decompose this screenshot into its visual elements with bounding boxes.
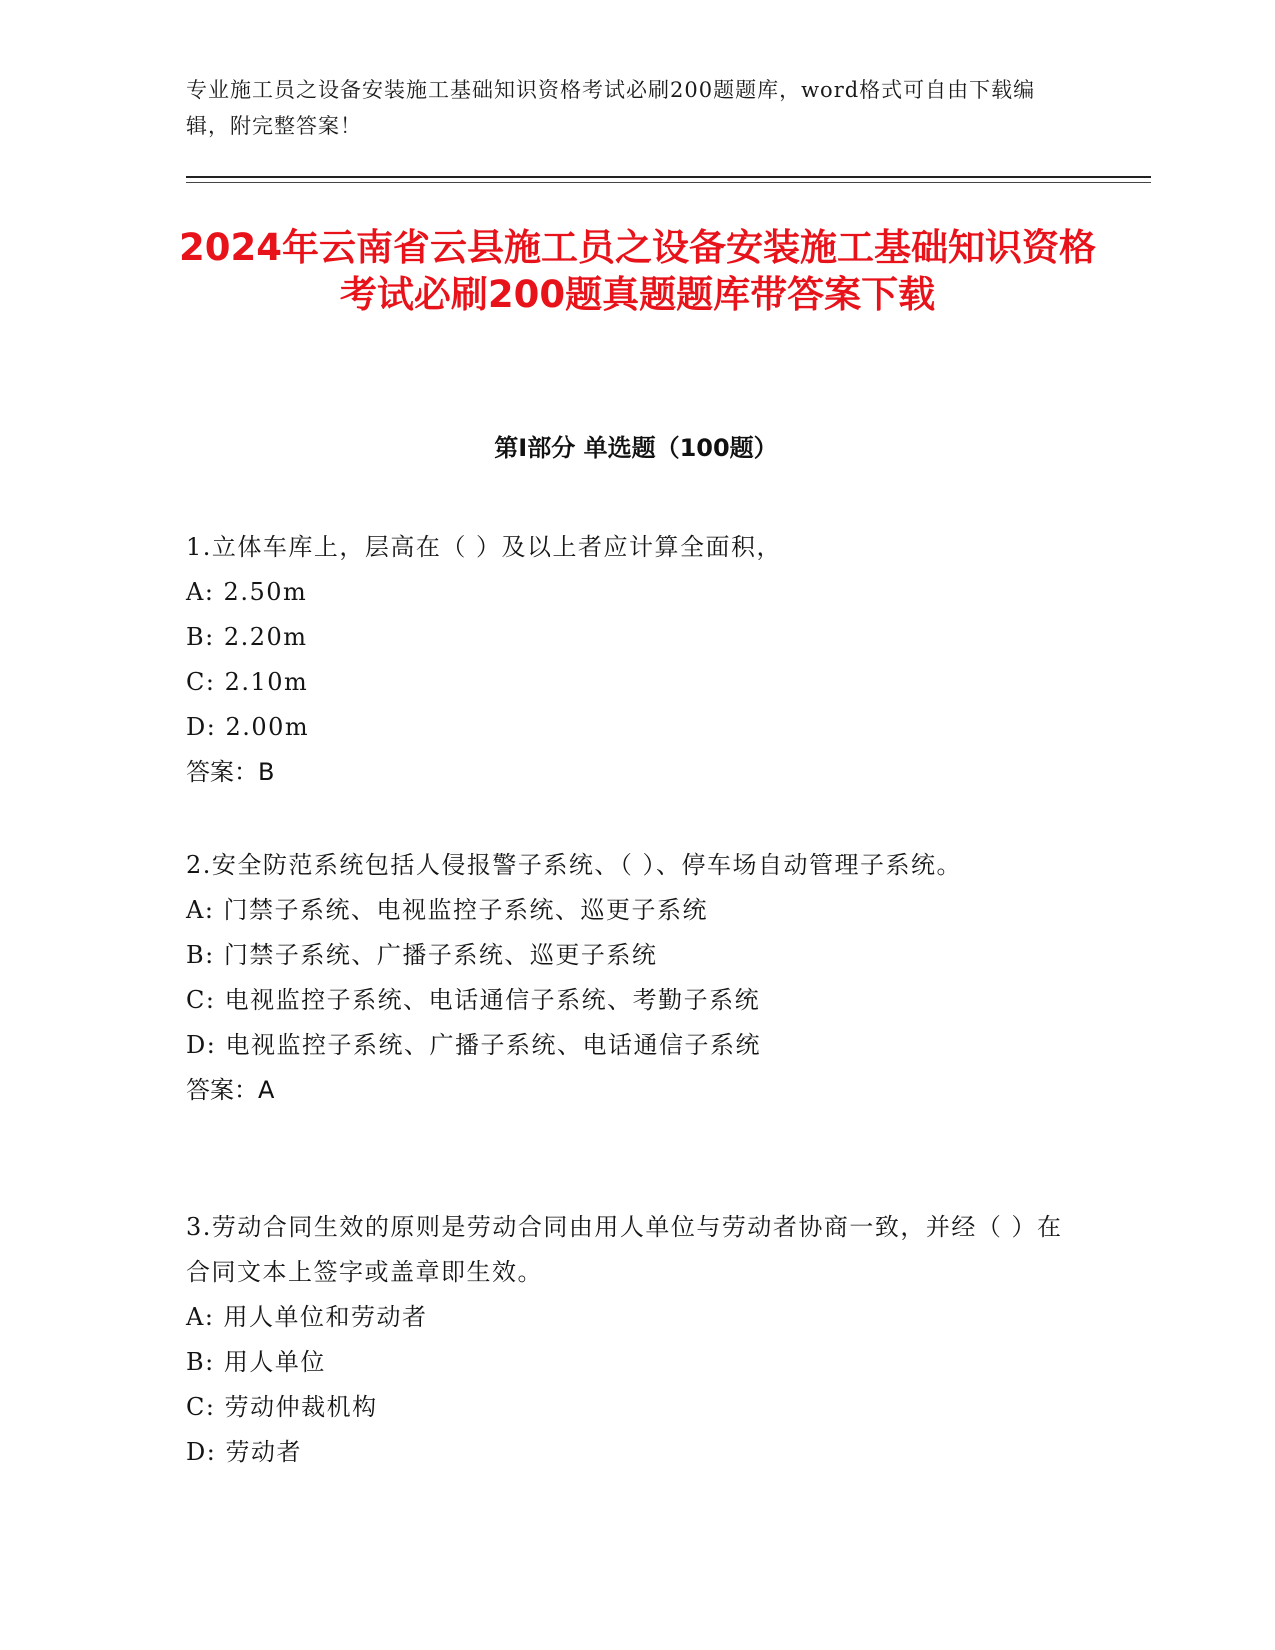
option-d: D: 电视监控子系统、广播子系统、电话通信子系统 [186,1031,761,1059]
option-c: C: 劳动仲裁机构 [186,1393,378,1421]
option-c: C: 2.10m [186,668,309,696]
document-title: 2024年云南省云县施工员之设备安装施工基础知识资格考试必刷200题真题题库带答案下载 [179,226,1096,316]
option-b: B: 用人单位 [186,1348,326,1376]
question-1 [186,525,1076,795]
header-note: 专业施工员之设备安装施工基础知识资格考试必刷200题题库，word格式可自由下载编辑，附完整答案！ [186,78,1036,138]
answer: 答案：B [186,758,275,786]
question-3 [186,1205,1076,1475]
option-a: A: 2.50m [186,578,308,606]
option-b: B: 2.20m [186,623,308,651]
question-2 [186,843,1076,1113]
option-a: A: 用人单位和劳动者 [186,1303,428,1331]
option-d: D: 2.00m [186,713,310,741]
option-a: A: 门禁子系统、电视监控子系统、巡更子系统 [186,896,709,924]
option-c: C: 电视监控子系统、电话通信子系统、考勤子系统 [186,986,761,1014]
section-title: 第I部分 单选题（100题） [494,434,778,462]
question-stem: 3.劳动合同生效的原则是劳动合同由用人单位与劳动者协商一致，并经（ ）在合同文本上签字或盖章即生效。 [186,1213,1063,1286]
header-divider-thick [186,176,1151,178]
question-stem: 2.安全防范系统包括人侵报警子系统、（ ）、停车场自动管理子系统。 [186,851,963,879]
header-divider-thin [186,182,1151,183]
option-d: D: 劳动者 [186,1438,302,1466]
question-stem: 1.立体车库上，层高在（ ）及以上者应计算全面积， [186,533,783,561]
option-b: B: 门禁子系统、广播子系统、巡更子系统 [186,941,658,969]
answer: 答案：A [186,1076,275,1104]
